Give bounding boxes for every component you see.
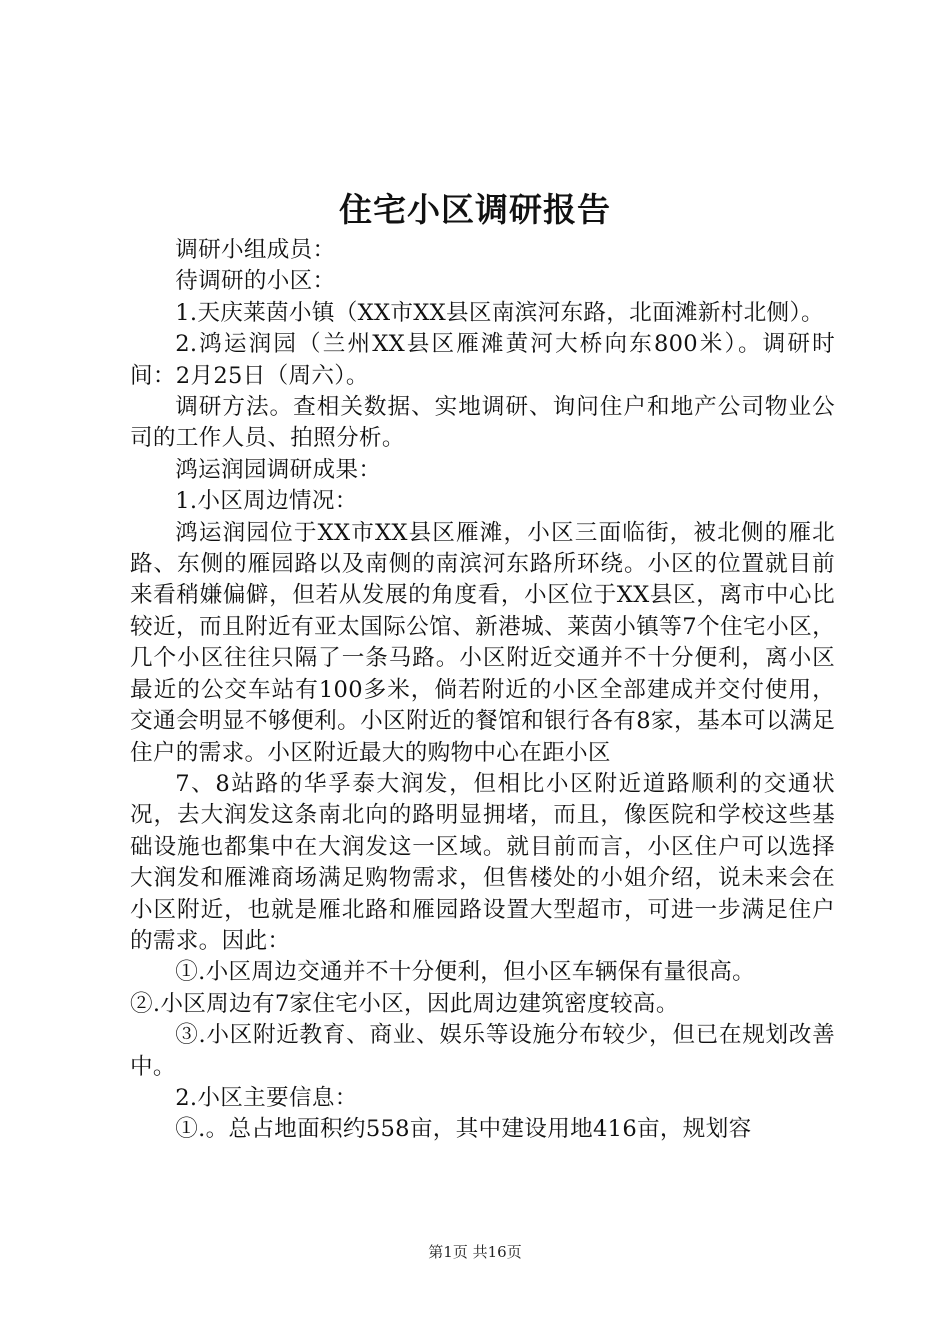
paragraph-section-1-heading: 1.小区周边情况： <box>175 488 358 515</box>
paragraph-community-1: 1.天庆莱茵小镇（XX市XX县区南滨河东路，北面滩新村北侧）。 <box>175 299 824 326</box>
paragraph-section-2-heading: 2.小区主要信息： <box>175 1084 358 1111</box>
paragraph-community-2: 2.鸿运润园（兰州XX县区雁滩黄河大桥向东800米）。调研时间：2月25日（周六）。 <box>130 331 835 389</box>
paragraph-surroundings: 鸿运润园位于XX市XX县区雁滩，小区三面临街，被北侧的雁北路、东侧的雁园路以及南侧的南滨河东路所环绕。小区的位置就目前来看稍嫌偏僻，但若从发展的角度看，小区位于XX县区，离市中心比较近，而且附近有亚太国际公馆、新港城、莱茵小镇等7个住宅小区，几个小区往往只隔了一条马路。小区附近交通并不十分便利，离小区最近的公交车站有100多米，倘若附近的小区全部建成并交付使用，交通会明显不够便利。小区附近的餐馆和银行各有8家，基本可以满足住户的需求。小区附近最大的购物中心在距小区 <box>130 519 835 766</box>
paragraph-methods: 调研方法。查相关数据、实地调研、询问住户和地产公司物业公司的工作人员、拍照分析。 <box>130 394 835 452</box>
paragraph-shopping: 7、8站路的华孚泰大润发，但相比小区附近道路顺利的交通状况，去大润发这条南北向的路明显拥堵，而且，像医院和学校这些基础设施也都集中在大润发这一区域。就目前而言，小区住户可以选择大润发和雁滩商场满足购物需求，但售楼处的小姐介绍，说未来会在小区附近，也就是雁北路和雁园路设置大型超市，可进一步满足住户的需求。因此： <box>130 770 835 954</box>
paragraph-point-1: ①.小区周边交通并不十分便利，但小区车辆保有量很高。 <box>175 959 756 986</box>
paragraph-point-2: ②.小区周边有7家住宅小区，因此周边建筑密度较高。 <box>130 990 679 1017</box>
document-title: 住宅小区调研报告 <box>339 190 611 229</box>
document-body <box>130 235 835 1146</box>
paragraph-results-heading: 鸿运润园调研成果： <box>175 456 382 483</box>
paragraph-team-members: 调研小组成员： <box>175 237 336 263</box>
paragraph-point-3: ③.小区附近教育、商业、娱乐等设施分布较少，但已在规划改善中。 <box>130 1022 835 1080</box>
paragraph-communities-heading: 待调研的小区： <box>175 268 336 295</box>
page-indicator: 第1页 共16页 <box>428 1243 522 1261</box>
paragraph-main-info-1: ①.。总占地面积约558亩，其中建设用地416亩，规划容 <box>175 1116 752 1143</box>
